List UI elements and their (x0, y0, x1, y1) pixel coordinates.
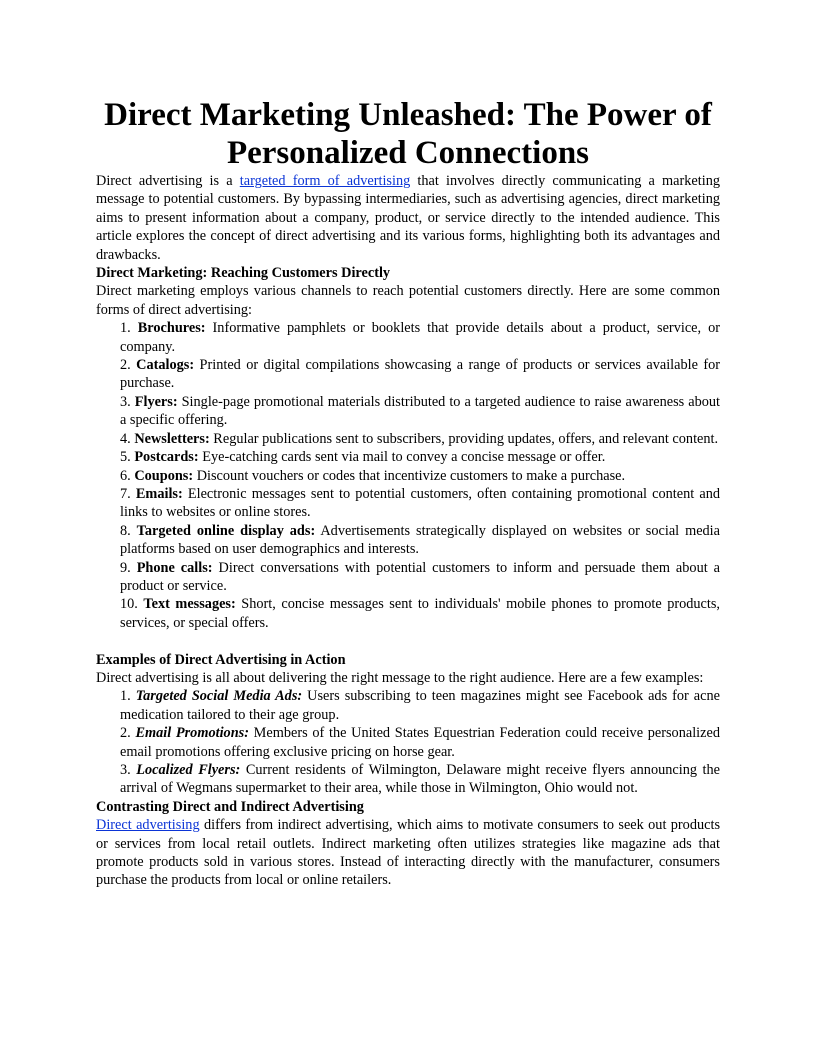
targeted-form-link[interactable]: targeted form of advertising (239, 173, 411, 189)
direct-marketing-forms-list (96, 319, 720, 632)
list-item-number: 9. (120, 559, 131, 576)
list-item-text: Discount vouchers or codes that incentivize customers to make a purchase. (193, 467, 626, 484)
list-item (120, 724, 720, 761)
list-item-text: Informative pamphlets or booklets that provide details about a product, service, or company. (120, 320, 721, 355)
list-item-text: Single-page promotional materials distributed to a targeted audience to raise awareness about a specific offering. (120, 393, 720, 429)
list-item-number: 1. (120, 688, 131, 705)
list-item-text: Members of the United States Equestrian Federation could receive personalized email promotions offering exclusive pricing on horse gear. (120, 725, 720, 760)
intro-paragraph (96, 172, 720, 264)
list-item-number: 8. (120, 522, 131, 539)
intro-text-end: that involves directly communicating a marketing message to potential customers. By bypassing intermediaries, such as advertising agencies, direct marketing aims to present information about a company, product, or service directly to the intended audience. This article explores the concept of direct advertising and its various forms, highlighting both its advantages and drawbacks. (96, 173, 720, 263)
list-item-term: Localized Flyers: (136, 761, 241, 778)
list-item-term: Targeted Social Media Ads: (135, 688, 303, 705)
section2-text: Direct advertising is all about delivering the right message to the right audience. Here are a few examples: (96, 669, 704, 686)
list-item-term: Newsletters: (134, 430, 210, 447)
document-page (96, 96, 720, 890)
list-item (120, 485, 720, 522)
list-item-term: Email Promotions: (135, 725, 249, 742)
list-item-text: Eye-catching cards sent via mail to convey a concise message or offer. (198, 449, 606, 466)
spacer (96, 632, 720, 650)
list-item-number: 6. (120, 467, 131, 484)
list-item-number: 10. (120, 596, 138, 613)
list-item-text: Advertisements strategically displayed on websites or social media platforms based on user demographics and interests. (120, 522, 721, 558)
list-item-text: Direct conversations with potential customers to inform and persuade them about a product or service. (120, 559, 720, 594)
list-item-text: Regular publications sent to subscribers, providing updates, offers, and relevant content. (209, 430, 719, 447)
list-item-text: Short, concise messages sent to individuals' mobile phones to promote products, services, or special offers. (120, 596, 721, 631)
list-item-text: Electronic messages sent to potential customers, often containing promotional content and links to websites or online stores. (120, 485, 720, 521)
intro-text-start: Direct advertising is a (96, 173, 240, 189)
list-item (120, 356, 720, 393)
list-item (120, 595, 720, 632)
list-item (120, 687, 720, 724)
list-item-term: Catalogs: (136, 357, 195, 374)
list-item-number: 2. (120, 357, 131, 374)
list-item (120, 522, 720, 559)
list-item-number: 7. (120, 485, 131, 502)
list-item-term: Targeted online display ads: (136, 522, 316, 539)
list-item-number: 3. (120, 761, 131, 778)
list-item-term: Brochures: (137, 320, 206, 337)
list-item-text: Current residents of Wilmington, Delaware might receive flyers announcing the arrival of Wegmans supermarket to their area, while those in Wilmington, Ohio would not. (120, 761, 721, 797)
section3-paragraph (96, 816, 720, 890)
list-item (120, 319, 720, 356)
section1-heading: Direct Marketing: Reaching Customers Directly (96, 265, 391, 282)
list-item-text: Users subscribing to teen magazines might see Facebook ads for acne medication tailored to their age group. (120, 688, 720, 723)
list-item-term: Coupons: (134, 467, 194, 484)
list-item (120, 448, 720, 466)
list-item-number: 4. (120, 430, 131, 447)
section1-text: Direct marketing employs various channels to reach potential customers directly. Here are some common forms of direct advertising: (96, 283, 720, 318)
list-item-number: 5. (120, 449, 131, 466)
list-item-number: 2. (120, 725, 131, 742)
list-item (120, 559, 720, 596)
section3-heading: Contrasting Direct and Indirect Advertising (96, 798, 364, 815)
list-item (120, 761, 720, 798)
examples-list (96, 687, 720, 797)
section3-text: differs from indirect advertising, which aims to motivate consumers to seek out products or services from local retail outlets. Indirect marketing often utilizes strategies like magazine ads that promote products sold in various stores. Instead of interacting directly with the manufacturer, consumers purchase the products from local or online retailers. (96, 817, 721, 889)
list-item-text: Printed or digital compilations showcasing a range of products or services available for purchase. (120, 357, 721, 392)
list-item (120, 393, 720, 430)
list-item-term: Postcards: (134, 449, 199, 466)
direct-advertising-link[interactable]: Direct advertising (96, 817, 200, 834)
list-item (120, 467, 720, 485)
list-item-term: Emails: (135, 485, 183, 502)
page-title: Direct Marketing Unleashed: The Power of Personalized Connections (104, 97, 712, 171)
list-item (120, 430, 720, 448)
list-item-term: Text messages: (143, 596, 236, 613)
list-item-term: Phone calls: (136, 559, 213, 576)
list-item-number: 3. (120, 393, 131, 410)
list-item-number: 1. (120, 320, 131, 337)
list-item-term: Flyers: (134, 393, 178, 410)
section2-heading: Examples of Direct Advertising in Action (96, 651, 346, 668)
